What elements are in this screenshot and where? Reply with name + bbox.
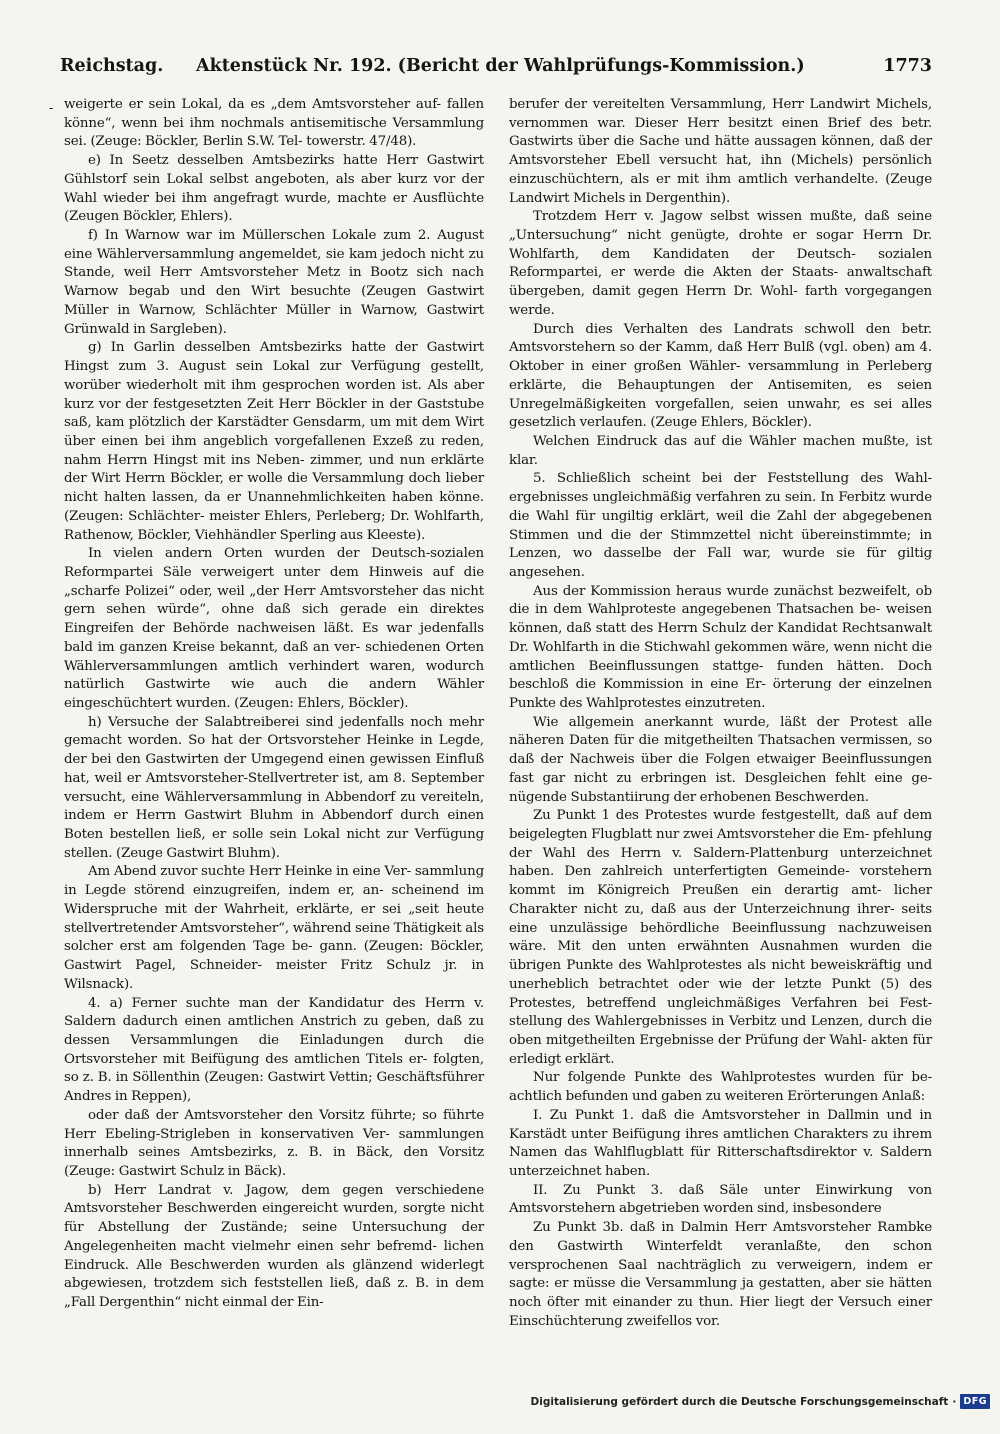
margin-mark: - — [49, 101, 54, 116]
paragraph: berufer der vereitelten Versammlung, Herr Landwirt Michels, vernommen war. Dieser Herr besitzt einen Brief des betr. Gastwirts über die Sache und hätte aussagen können, daß der Amtsvorsteher Ebell versucht hat, ihn (Michels) persönlich einzuschüchtern, als er mit ihm amtlich verhandelte. (Zeuge Landwirt Michels in Dergenthin). — [509, 97, 932, 206]
paragraph: 5. Schließlich scheint bei der Feststellung des Wahl- ergebnisses ungleichmäßig verfahren zu sein. In Ferbitz wurde die Wahl für ungiltig erklärt, weil die Zahl der abgegebenen Stimmen und die der Stimmzettel nicht übereinstimmte; in Lenzen, wo dasselbe der Fall war, wurde sie für giltig angesehen. — [509, 471, 932, 580]
paragraph: e) In Seetz desselben Amtsbezirks hatte Herr Gastwirt Gühlstorf sein Lokal selbst angeboten, als aber kurz vor der Wahl wieder bei ihm angefragt wurde, machte er Ausflüchte (Zeugen Böckler, Ehlers). — [64, 153, 484, 225]
header-left: Reichstag. — [60, 56, 164, 76]
paragraph: Zu Punkt 1 des Protestes wurde festgestellt, daß auf dem beigelegten Flugblatt nur zwei Amtsvorsteher die Em- pfehlung der Wahl des Herrn v. Saldern-Plattenburg unterzeichnet haben. Den zahlreich unterfertigten Gemeinde- vorstehern kommt im Königreich Preußen ein derartig amt- licher Charakter nicht zu, daß aus der Unterzeichnung ihrer- seits eine unzulässige behördliche Beeinflussung nachzuweisen wäre. Mit den unten erwähnten Ausnahmen wurden die übrigen Punkte des Wahlprotestes als nicht beweiskräftig und unerheblich betrachtet oder wie der letzte Punkt (5) des Protestes, betreffend ungleichmäßiges Verfahren bei Fest- stellung des Wahlergebnisses in Verbitz und Lenzen, durch die oben mitgetheilten Ergebnisse der Prüfung der Wahl- akten für erledigt erklärt. — [509, 808, 932, 1067]
paragraph: f) In Warnow war im Müllerschen Lokale zum 2. August eine Wählerversammlung angemeldet, sie kam jedoch nicht zu Stande, weil Herr Amtsvorsteher Metz in Bootz sich nach Warnow begab und den Wirt besuchte (Zeugen Gastwirt Müller in Warnow, Schlächter Müller in Warnow, Gastwirt Grünwald in Sargleben). — [64, 228, 484, 337]
paragraph: Am Abend zuvor suchte Herr Heinke in eine Ver- sammlung in Legde störend einzugreifen, indem er, an- scheinend im Widerspruche mit der Wahrheit, erklärte, er sei „seit heute stellvertretender Amtsvorsteher“, während seine Thätigkeit als solcher erst am folgenden Tage be- gann. (Zeugen: Böckler, Gastwirt Pagel, Schneider- meister Fritz Schulz jr. in Wilsnack). — [64, 864, 484, 992]
paragraph: weigerte er sein Lokal, da es „dem Amtsvorsteher auf- fallen könne“, wenn bei ihm nochmals antisemitische Versammlung sei. (Zeuge: Böckler, Berlin S.W. Tel- towerstr. 47/48). — [64, 97, 484, 150]
running-title: Aktenstück Nr. 192. (Bericht der Wahlprüfungs-Kommission.) — [196, 56, 805, 76]
paragraph: Welchen Eindruck das auf die Wähler machen mußte, ist klar. — [509, 433, 932, 468]
dfg-logo: DFG — [960, 1394, 990, 1409]
paragraph: II. Zu Punkt 3. daß Säle unter Einwirkung von Amtsvorstehern abgetrieben worden sind, insbesondere — [509, 1182, 932, 1217]
paragraph: h) Versuche der Salabtreiberei sind jedenfalls noch mehr gemacht worden. So hat der Ortsvorsteher Heinke in Legde, der bei den Gastwirten der Umgegend einen gewissen Einfluß hat, weil er Amtsvorsteher-Stellvertreter ist, am 8. September versucht, eine Wählerversammlung in Abbendorf zu vereiteln, indem er Herrn Gastwirt Bluhm in Abbendorf durch einen Boten bestellen ließ, er solle sein Lokal nicht zur Verfügung stellen. (Zeuge Gastwirt Bluhm). — [64, 714, 484, 861]
footer-credit: Digitalisierung gefördert durch die Deutsche Forschungsgemeinschaft · DFG — [531, 1394, 990, 1409]
paragraph: In vielen andern Orten wurden der Deutsch-sozialen Reformpartei Säle verweigert unter dem Hinweis auf die „scharfe Polizei“ oder, weil „der Herr Amtsvorsteher das nicht gern sehen würde“, ohne daß sich gerade ein direktes Eingreifen der Behörde nachweisen läßt. Es war jedenfalls bald im ganzen Kreise bekannt, daß an ver- schiedenen Orten Wählerversammlungen amtlich verhindert waren, wodurch natürlich Gastwirte wie auch die andern Wähler eingeschüchtert wurden. (Zeugen: Ehlers, Böckler). — [64, 546, 484, 711]
paragraph: g) In Garlin desselben Amtsbezirks hatte der Gastwirt Hingst zum 3. August sein Lokal zur Verfügung gestellt, worüber wiederholt mit ihm gesprochen worden ist. Als aber kurz vor der festgesetzten Zeit Herr Böckler in der Gaststube saß, kam plötzlich der Karstädter Gensdarm, um mit dem Wirt über einen bei ihm angeblich vorgefallenen Exzeß zu reden, nahm Herrn Hingst mit ins Neben- zimmer, und nun erklärte der Wirt Herrn Böckler, er wolle die Versammlung doch lieber nicht halten lassen, da er Unannehmlichkeiten haben könne. (Zeugen: Schlächter- meister Ehlers, Perleberg; Dr. Wohlfarth, Rathenow, Böckler, Viehhändler Sperling aus Kleeste). — [64, 340, 484, 543]
page-number: 1773 — [883, 56, 932, 76]
paragraph: Wie allgemein anerkannt wurde, läßt der Protest alle näheren Daten für die mitgetheilten Thatsachen vermissen, so daß der Nachweis über die Folgen etwaiger Beeinflussungen fast gar nicht zu erbringen ist. Desgleichen fehlt eine ge- nügende Substantiirung der erhobenen Beschwerden. — [509, 714, 932, 805]
paragraph: b) Herr Landrat v. Jagow, dem gegen verschiedene Amtsvorsteher Beschwerden eingereicht wurden, sorgte nicht für Abstellung der Zustände; seine Untersuchung der Angelegenheiten macht vielmehr einen sehr befremd- lichen Eindruck. Alle Beschwerden wurden als glänzend widerlegt abgewiesen, trotzdem sich feststellen ließ, daß z. B. in dem „Fall Dergenthin“ nicht einmal der Ein- — [64, 1182, 484, 1310]
paragraph: Nur folgende Punkte des Wahlprotestes wurden für be- achtlich befunden und gaben zu weiteren Erörterungen Anlaß: — [509, 1070, 932, 1105]
right-column — [509, 96, 932, 1331]
left-column — [64, 96, 484, 1313]
paragraph: Zu Punkt 3b. daß in Dalmin Herr Amtsvorsteher Rambke den Gastwirth Winterfeldt veranlaßte, den schon versprochenen Saal nachträglich zu verweigern, indem er sagte: er müsse die Versammlung ja gestatten, aber sie hätten noch öfter mit einander zu thun. Hier liegt der Versuch einer Einschüchterung zweifellos vor. — [509, 1220, 932, 1329]
paragraph: Durch dies Verhalten des Landrats schwoll den betr. Amtsvorstehern so der Kamm, daß Herr Bulß (vgl. oben) am 4. Oktober in einer großen Wähler- versammlung in Perleberg erklärte, die Behauptungen der Antisemiten, es seien Unregelmäßigkeiten vorgefallen, seien unwahr, es sei alles gesetzlich verlaufen. (Zeuge Ehlers, Böckler). — [509, 321, 932, 431]
paragraph: Trotzdem Herr v. Jagow selbst wissen mußte, daß seine „Untersuchung“ nicht genügte, drohte er sogar Herrn Dr. Wohlfarth, dem Kandidaten der Deutsch- sozialen Reformpartei, er werde die Akten der Staats- anwaltschaft übergeben, damit gegen Herrn Dr. Wohl- farth vorgegangen werde. — [509, 209, 932, 318]
paragraph: I. Zu Punkt 1. daß die Amtsvorsteher in Dallmin und in Karstädt unter Beifügung ihres amtlichen Charakters zu ihrem Namen das Wahlflugblatt für Ritterschaftsdirektor v. Saldern unterzeichnet haben. — [509, 1107, 932, 1179]
paragraph: oder daß der Amtsvorsteher den Vorsitz führte; so führte Herr Ebeling-Strigleben in konservativen Ver- sammlungen innerhalb seines Amtsbezirks, z. B. in Bäck, den Vorsitz (Zeuge: Gastwirt Schulz in Bäck). — [64, 1107, 484, 1179]
paragraph: Aus der Kommission heraus wurde zunächst bezweifelt, ob die in dem Wahlproteste angegebenen Thatsachen be- weisen können, daß statt des Herrn Schulz der Kandidat Rechtsanwalt Dr. Wohlfarth in die Stichwahl gekommen wäre, wenn nicht die amtlichen Beeinflussungen stattge- funden hätten. Doch beschloß die Kommission in eine Er- örterung der einzelnen Punkte des Wahlprotestes einzutreten. — [509, 583, 932, 711]
page-header — [60, 56, 932, 84]
footer-text: Digitalisierung gefördert durch die Deutsche Forschungsgemeinschaft — [530, 1395, 949, 1408]
paragraph: 4. a) Ferner suchte man der Kandidatur des Herrn v. Saldern dadurch einen amtlichen Anstrich zu geben, daß zu dessen Versammlungen die Einladungen durch die Ortsvorsteher mit Beifügung des amtlichen Titels er- folgten, so z. B. in Söllenthin (Zeugen: Gastwirt Vettin; Geschäftsführer Andres in Reppen), — [64, 995, 484, 1105]
